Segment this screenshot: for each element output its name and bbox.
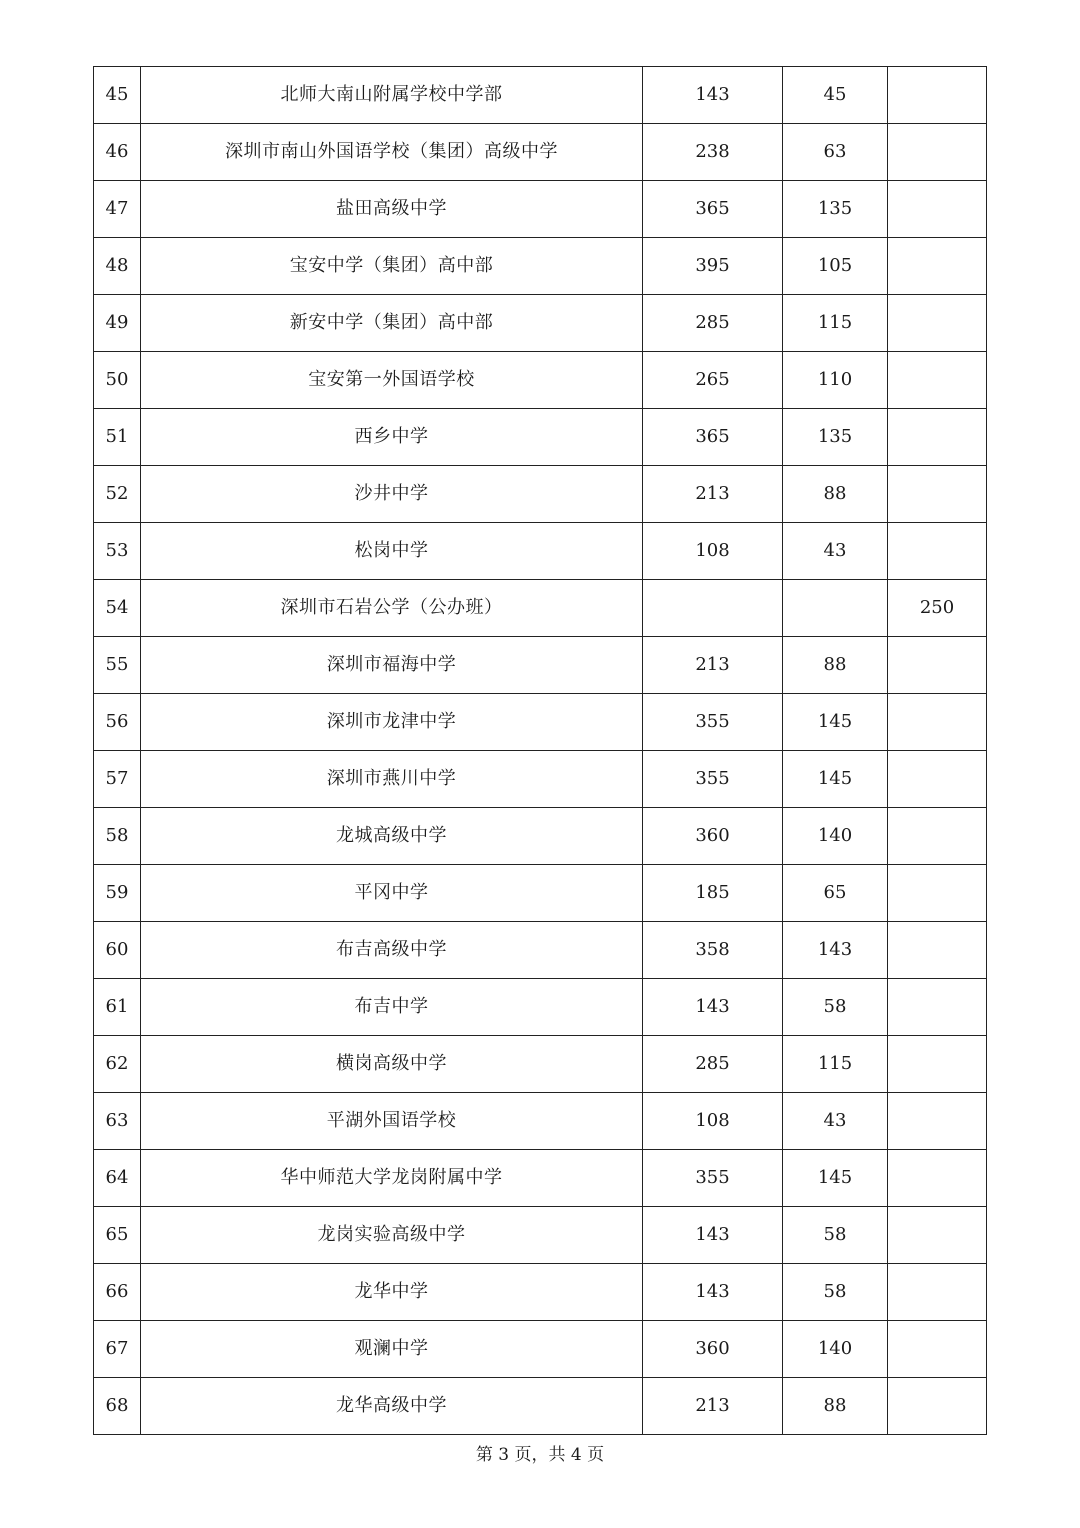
table-row	[94, 922, 987, 979]
table-row	[94, 1093, 987, 1150]
value-b-cell: 88	[783, 466, 888, 523]
value-b-cell: 65	[783, 865, 888, 922]
value-c-cell	[888, 295, 987, 352]
value-a-cell: 108	[643, 523, 783, 580]
value-b-cell: 58	[783, 979, 888, 1036]
table-row	[94, 352, 987, 409]
school-name-cell: 龙华中学	[141, 1264, 643, 1321]
school-name-cell: 盐田高级中学	[141, 181, 643, 238]
school-name-cell: 深圳市南山外国语学校（集团）高级中学	[141, 124, 643, 181]
value-c-cell	[888, 67, 987, 124]
school-name-cell: 龙华高级中学	[141, 1378, 643, 1435]
table-body	[94, 67, 987, 1435]
school-name-cell: 观澜中学	[141, 1321, 643, 1378]
school-name-cell: 平冈中学	[141, 865, 643, 922]
row-number-cell: 45	[94, 67, 141, 124]
value-b-cell	[783, 580, 888, 637]
value-c-cell	[888, 1093, 987, 1150]
value-c-cell	[888, 352, 987, 409]
value-b-cell: 145	[783, 751, 888, 808]
school-name-cell: 横岗高级中学	[141, 1036, 643, 1093]
table-row	[94, 466, 987, 523]
value-a-cell: 108	[643, 1093, 783, 1150]
value-b-cell: 140	[783, 808, 888, 865]
row-number-cell: 67	[94, 1321, 141, 1378]
row-number-cell: 64	[94, 1150, 141, 1207]
value-a-cell: 365	[643, 181, 783, 238]
value-a-cell: 355	[643, 751, 783, 808]
value-b-cell: 145	[783, 694, 888, 751]
value-b-cell: 135	[783, 409, 888, 466]
school-name-cell: 深圳市燕川中学	[141, 751, 643, 808]
value-b-cell: 58	[783, 1207, 888, 1264]
value-b-cell: 43	[783, 1093, 888, 1150]
value-c-cell	[888, 409, 987, 466]
value-b-cell: 143	[783, 922, 888, 979]
school-name-cell: 新安中学（集团）高中部	[141, 295, 643, 352]
row-number-cell: 63	[94, 1093, 141, 1150]
row-number-cell: 60	[94, 922, 141, 979]
row-number-cell: 53	[94, 523, 141, 580]
enrollment-table	[93, 66, 987, 1435]
table-row	[94, 694, 987, 751]
table-row	[94, 751, 987, 808]
value-c-cell	[888, 979, 987, 1036]
school-name-cell: 龙城高级中学	[141, 808, 643, 865]
value-b-cell: 45	[783, 67, 888, 124]
table-row	[94, 295, 987, 352]
row-number-cell: 46	[94, 124, 141, 181]
school-name-cell: 龙岗实验高级中学	[141, 1207, 643, 1264]
school-name-cell: 华中师范大学龙岗附属中学	[141, 1150, 643, 1207]
value-a-cell: 360	[643, 808, 783, 865]
value-a-cell: 185	[643, 865, 783, 922]
value-a-cell: 355	[643, 694, 783, 751]
row-number-cell: 56	[94, 694, 141, 751]
value-a-cell: 365	[643, 409, 783, 466]
table-row	[94, 523, 987, 580]
school-name-cell: 平湖外国语学校	[141, 1093, 643, 1150]
value-a-cell: 213	[643, 1378, 783, 1435]
row-number-cell: 66	[94, 1264, 141, 1321]
table-row	[94, 181, 987, 238]
school-name-cell: 深圳市龙津中学	[141, 694, 643, 751]
row-number-cell: 58	[94, 808, 141, 865]
school-name-cell: 深圳市石岩公学（公办班）	[141, 580, 643, 637]
value-a-cell: 360	[643, 1321, 783, 1378]
row-number-cell: 57	[94, 751, 141, 808]
value-c-cell	[888, 523, 987, 580]
value-b-cell: 140	[783, 1321, 888, 1378]
table-row	[94, 580, 987, 637]
row-number-cell: 55	[94, 637, 141, 694]
value-a-cell: 358	[643, 922, 783, 979]
value-c-cell	[888, 865, 987, 922]
value-b-cell: 88	[783, 637, 888, 694]
table-row	[94, 238, 987, 295]
row-number-cell: 59	[94, 865, 141, 922]
school-name-cell: 沙井中学	[141, 466, 643, 523]
value-c-cell	[888, 694, 987, 751]
table-row	[94, 1150, 987, 1207]
value-b-cell: 110	[783, 352, 888, 409]
value-b-cell: 145	[783, 1150, 888, 1207]
value-a-cell: 395	[643, 238, 783, 295]
table-row	[94, 865, 987, 922]
value-a-cell: 143	[643, 1207, 783, 1264]
value-b-cell: 43	[783, 523, 888, 580]
row-number-cell: 54	[94, 580, 141, 637]
value-a-cell: 285	[643, 1036, 783, 1093]
value-b-cell: 115	[783, 295, 888, 352]
table-row	[94, 409, 987, 466]
row-number-cell: 52	[94, 466, 141, 523]
table-row	[94, 808, 987, 865]
table-row	[94, 1378, 987, 1435]
row-number-cell: 62	[94, 1036, 141, 1093]
value-a-cell: 285	[643, 295, 783, 352]
value-c-cell	[888, 238, 987, 295]
value-b-cell: 105	[783, 238, 888, 295]
value-c-cell	[888, 808, 987, 865]
value-c-cell	[888, 922, 987, 979]
row-number-cell: 49	[94, 295, 141, 352]
value-c-cell	[888, 1036, 987, 1093]
row-number-cell: 48	[94, 238, 141, 295]
school-name-cell: 宝安中学（集团）高中部	[141, 238, 643, 295]
value-b-cell: 88	[783, 1378, 888, 1435]
table-row	[94, 1036, 987, 1093]
value-c-cell	[888, 1150, 987, 1207]
value-b-cell: 63	[783, 124, 888, 181]
row-number-cell: 47	[94, 181, 141, 238]
school-name-cell: 松岗中学	[141, 523, 643, 580]
table-row	[94, 979, 987, 1036]
value-c-cell	[888, 1264, 987, 1321]
value-c-cell: 250	[888, 580, 987, 637]
school-name-cell: 北师大南山附属学校中学部	[141, 67, 643, 124]
row-number-cell: 68	[94, 1378, 141, 1435]
table-row	[94, 1207, 987, 1264]
school-name-cell: 宝安第一外国语学校	[141, 352, 643, 409]
value-c-cell	[888, 751, 987, 808]
value-c-cell	[888, 124, 987, 181]
value-a-cell: 143	[643, 1264, 783, 1321]
school-name-cell: 布吉高级中学	[141, 922, 643, 979]
table-row	[94, 67, 987, 124]
page-number: 第 3 页，共 4 页	[475, 1445, 605, 1465]
row-number-cell: 61	[94, 979, 141, 1036]
value-a-cell: 355	[643, 1150, 783, 1207]
value-a-cell	[643, 580, 783, 637]
value-a-cell: 143	[643, 67, 783, 124]
value-c-cell	[888, 1321, 987, 1378]
school-name-cell: 西乡中学	[141, 409, 643, 466]
value-a-cell: 213	[643, 466, 783, 523]
table-row	[94, 637, 987, 694]
table-row	[94, 1264, 987, 1321]
value-a-cell: 213	[643, 637, 783, 694]
value-a-cell: 143	[643, 979, 783, 1036]
row-number-cell: 65	[94, 1207, 141, 1264]
table-row	[94, 124, 987, 181]
table-row	[94, 1321, 987, 1378]
value-c-cell	[888, 1207, 987, 1264]
value-b-cell: 58	[783, 1264, 888, 1321]
value-a-cell: 265	[643, 352, 783, 409]
value-c-cell	[888, 1378, 987, 1435]
value-c-cell	[888, 181, 987, 238]
value-a-cell: 238	[643, 124, 783, 181]
value-b-cell: 115	[783, 1036, 888, 1093]
row-number-cell: 51	[94, 409, 141, 466]
value-c-cell	[888, 466, 987, 523]
school-name-cell: 深圳市福海中学	[141, 637, 643, 694]
row-number-cell: 50	[94, 352, 141, 409]
value-b-cell: 135	[783, 181, 888, 238]
value-c-cell	[888, 637, 987, 694]
school-name-cell: 布吉中学	[141, 979, 643, 1036]
